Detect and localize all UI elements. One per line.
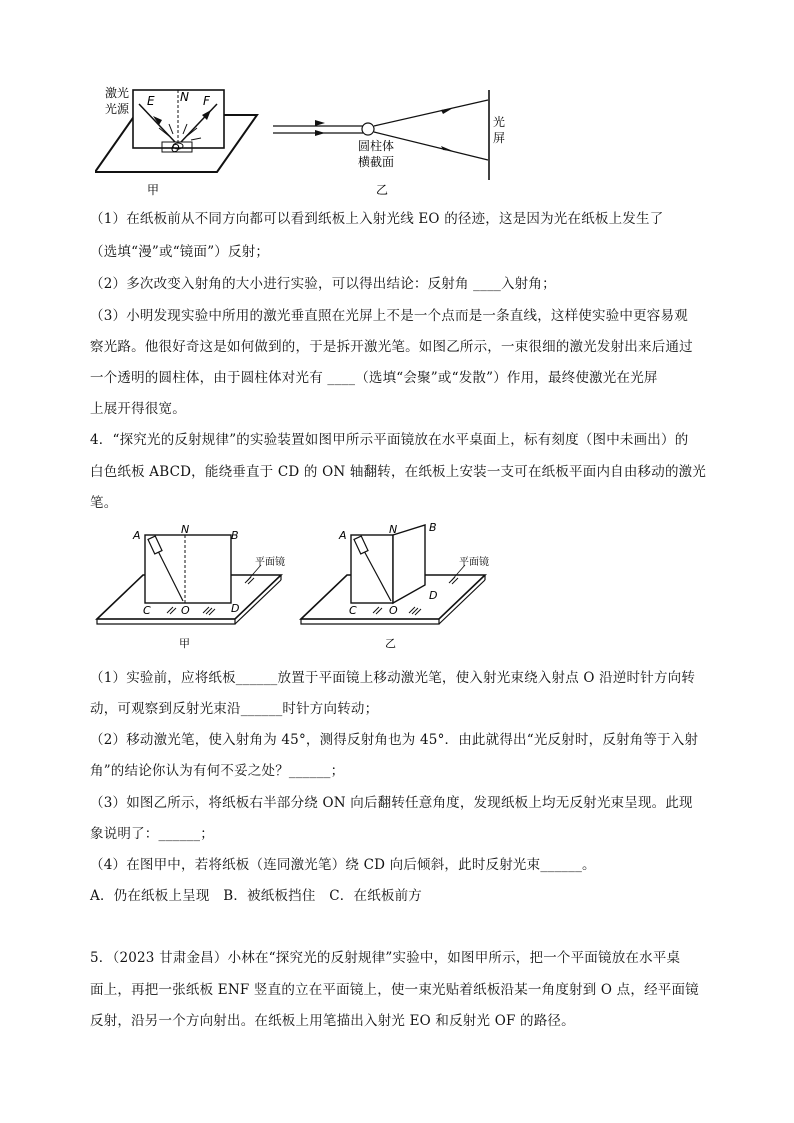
cylinder-label-2: 横截面	[358, 155, 395, 169]
q4-part-line-3: （2）移动激光笔，使入射角为 45°，测得反射角也为 45°．由此就得出“光反射时，反射角等于入射	[90, 732, 699, 748]
screen-label-1: 光	[493, 115, 506, 129]
figure-2	[95, 523, 495, 655]
caption-yi-2: 乙	[385, 637, 396, 650]
q3-line-5: 察光路。他很好奇这是如何做到的，于是拆开激光笔。如图乙所示，一束很细的激光发射出来后通过	[90, 339, 693, 355]
label-A-jia: A	[133, 529, 141, 542]
mirror-label-jia: 平面镜	[255, 557, 285, 568]
q4-part-line-1: （1）实验前，应将纸板______放置于平面镜上移动激光笔，使入射光束绕入射点 O 沿逆时针方向转	[90, 670, 696, 686]
cylinder-cross-section	[362, 123, 374, 135]
label-E: E	[147, 94, 155, 108]
label-B-jia: B	[231, 529, 239, 542]
label-C-jia: C	[143, 604, 151, 617]
caption-yi: 乙	[376, 183, 389, 197]
label-A-yi: A	[339, 529, 347, 542]
q5-line-3: 反射，沿另一个方向射出。在纸板上用笔描出入射光 EO 和反射光 OF 的路径。	[90, 1013, 575, 1029]
label-C-yi: C	[349, 604, 357, 617]
label-D-jia: D	[231, 602, 240, 615]
q3-line-3: （2）多次改变入射角的大小进行实验，可以得出结论：反射角 ____入射角；	[90, 276, 556, 292]
q4-line-1: 4．“探究光的反射规律”的实验装置如图甲所示平面镜放在水平桌面上，标有刻度（图中未画出）的	[90, 432, 689, 448]
q4-line-3: 笔。	[90, 495, 118, 511]
cylinder-label-1: 圆柱体	[358, 139, 395, 153]
label-N-yi: N	[389, 523, 398, 536]
q4-part-line-5: （3）如图乙所示，将纸板右半部分绕 ON 向后翻转任意角度，发现纸板上均无反射光束呈现。此现	[90, 795, 693, 811]
label-N: N	[180, 90, 189, 104]
screen-label-2: 屏	[493, 131, 506, 145]
label-N-jia: N	[181, 523, 190, 536]
laser-source-label-2: 光源	[105, 102, 130, 116]
label-B-yi: B	[429, 523, 437, 534]
mirror-label-yi: 平面镜	[459, 557, 489, 568]
laser-source-label-1: 激光	[105, 86, 130, 100]
q4-part-line-6: 象说明了：______；	[90, 826, 214, 842]
q3-line-7: 上展开得很宽。	[90, 401, 186, 417]
q3-line-6: 一个透明的圆柱体，由于圆柱体对光有 ____（选填“会聚”或“发散”）作用，最终使激光在光屏	[90, 370, 658, 386]
q4-part-line-7: （4）在图甲中，若将纸板（连同激光笔）绕 CD 向后倾斜，此时反射光束______。	[90, 857, 596, 873]
q5-line-1: 5．（2023 甘肃金昌）小林在“探究光的反射规律”实验中，如图甲所示，把一个平面镜放在水平桌	[90, 950, 681, 966]
label-F: F	[203, 94, 210, 108]
q4-line-2: 白色纸板 ABCD，能绕垂直于 CD 的 ON 轴翻转，在纸板上安装一支可在纸板平面内自由移动的激光	[90, 464, 707, 480]
label-O-jia: O	[181, 604, 190, 617]
caption-jia-2: 甲	[179, 637, 190, 650]
label-O: O	[171, 142, 180, 155]
paper-board-yi-right	[393, 525, 425, 603]
q5-line-2: 面上，再把一张纸板 ENF 竖直的立在平面镜上，使一束光贴着纸板沿某一角度射到 O 点，经平面镜	[90, 982, 699, 998]
label-D-yi: D	[429, 589, 438, 602]
q3-line-1: （1）在纸板前从不同方向都可以看到纸板上入射光线 EO 的径迹，这是因为光在纸板上发生了	[90, 211, 664, 227]
figure-1	[95, 80, 535, 200]
q4-part-line-4: 角”的结论你认为有何不妥之处？______；	[90, 763, 345, 779]
q4-options: A．仍在纸板上呈现 B．被纸板挡住 C．在纸板前方	[90, 888, 422, 904]
caption-jia: 甲	[147, 183, 160, 197]
q3-line-2: （选填“漫”或“镜面”）反射；	[90, 244, 270, 260]
q4-part-line-2: 动，可观察到反射光束沿______时针方向转动；	[90, 701, 379, 717]
q3-line-4: （3）小明发现实验中所用的激光垂直照在光屏上不是一个点而是一条直线，这样使实验中更容易观	[90, 308, 688, 324]
label-O-yi: O	[389, 604, 398, 617]
